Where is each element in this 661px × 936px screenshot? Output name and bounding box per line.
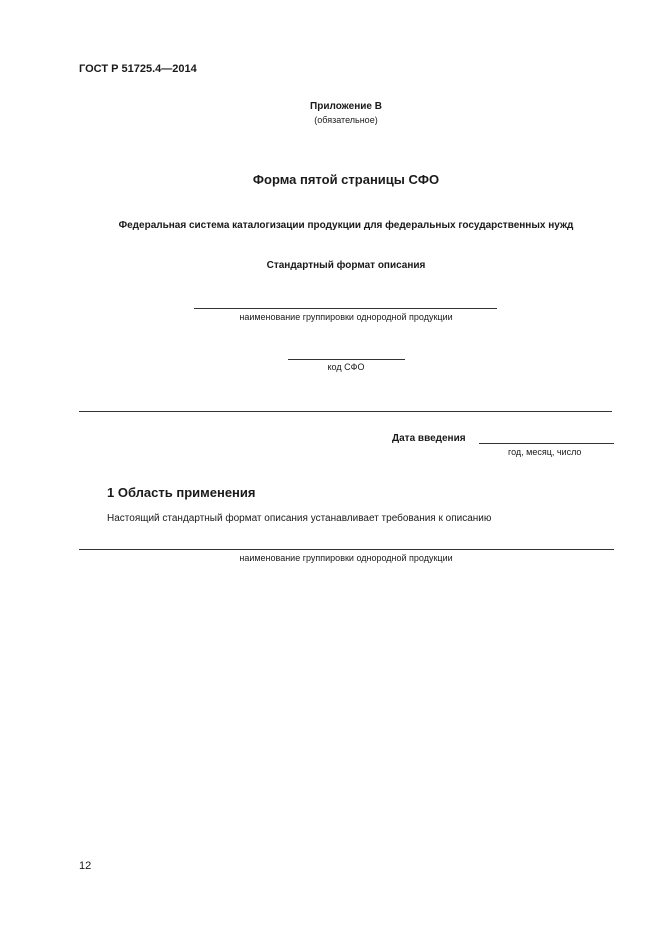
format-title: Стандартный формат описания xyxy=(266,260,426,271)
date-line xyxy=(479,443,614,444)
group-name-line xyxy=(194,308,497,309)
date-label: Дата введения xyxy=(392,433,466,444)
section-text: Настоящий стандартный формат описания устанавливает требования к описанию xyxy=(107,513,492,524)
page-number: 12 xyxy=(79,860,92,872)
section-line xyxy=(79,549,614,550)
section-heading: 1 Область применения xyxy=(107,485,256,500)
system-name: Федеральная система каталогизации продукции для федеральных государственных нужд xyxy=(118,220,574,231)
form-title: Форма пятой страницы СФО xyxy=(252,172,440,187)
code-line xyxy=(288,359,405,360)
code-caption: код СФО xyxy=(327,362,365,372)
appendix-title: Приложение В xyxy=(310,101,382,112)
document-id: ГОСТ Р 51725.4—2014 xyxy=(79,63,197,75)
appendix-note: (обязательное) xyxy=(314,115,378,125)
separator-line xyxy=(79,411,612,412)
date-caption: год, месяц, число xyxy=(508,447,582,457)
section-caption: наименование группировки однородной продукции xyxy=(239,553,453,563)
group-name-caption: наименование группировки однородной продукции xyxy=(239,312,453,322)
